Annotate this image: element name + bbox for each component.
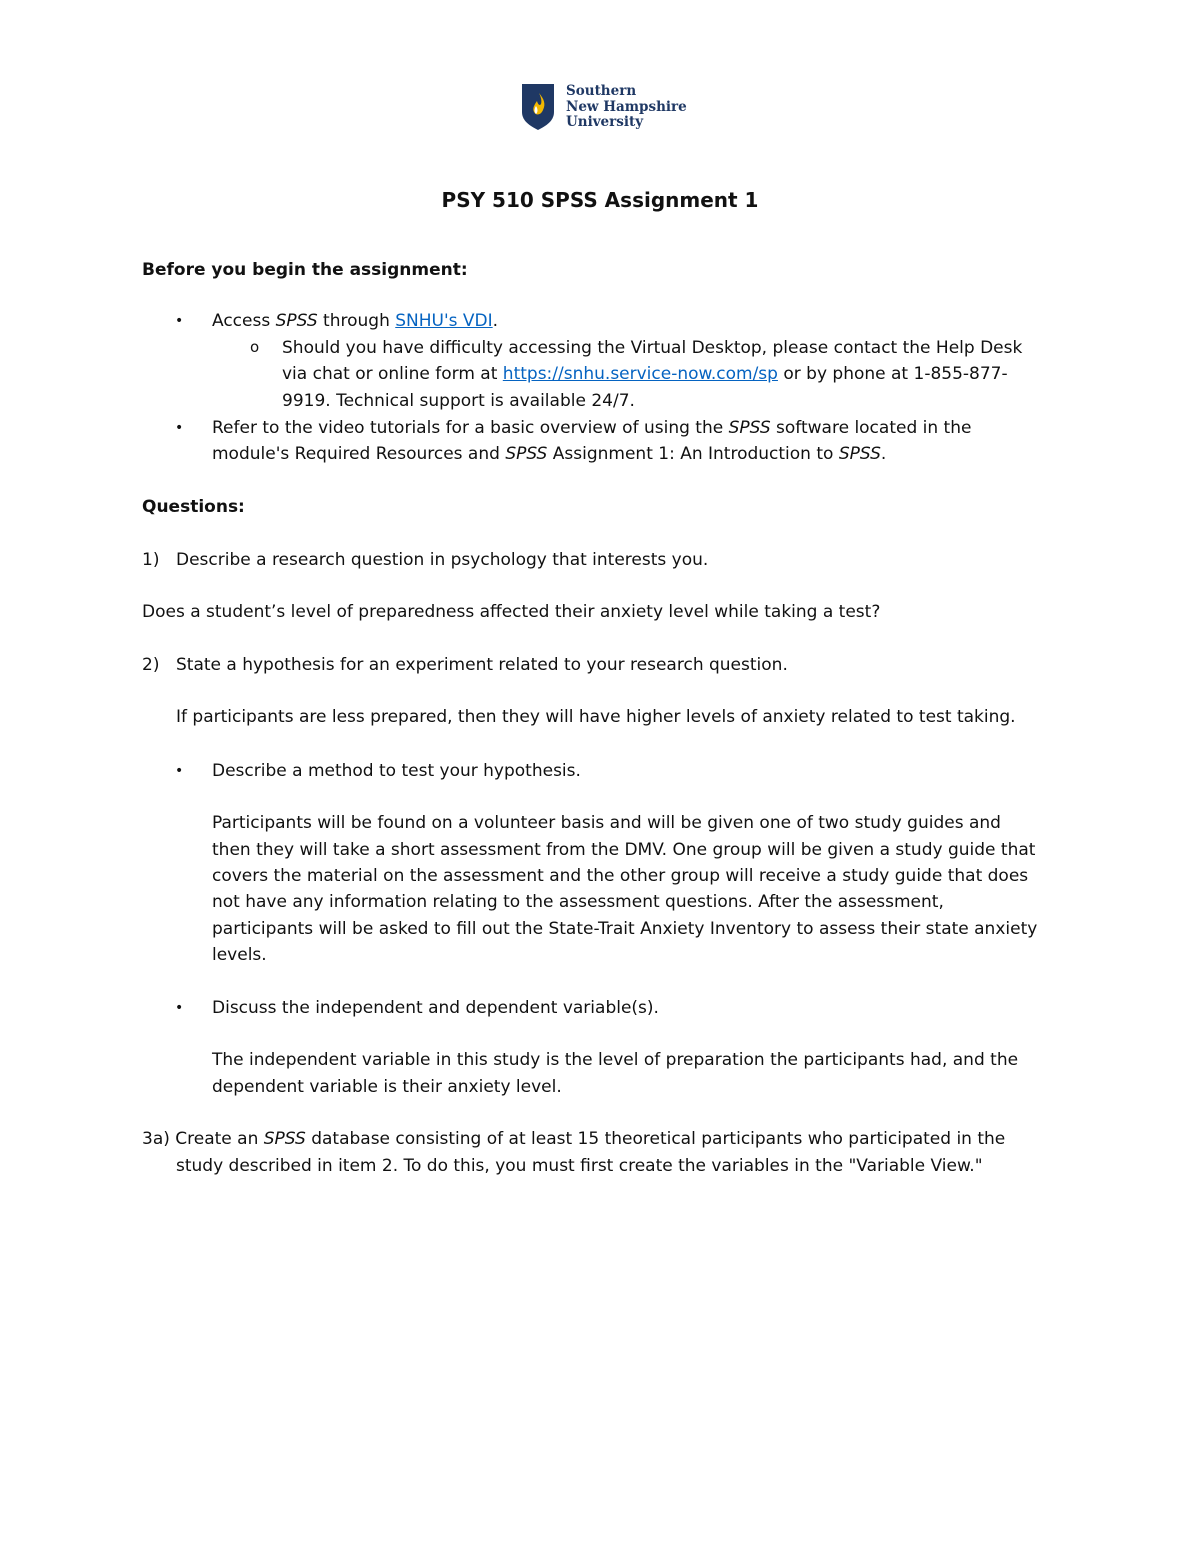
text: or by phone at 1-855-877- <box>777 364 1008 384</box>
bullet-refer-line-2 <box>212 441 886 468</box>
q1-answer: Does a student’s level of preparedness affected their anxiety level while taking a test? <box>142 602 881 622</box>
variables-answer-line: dependent variable is their anxiety level. <box>212 1077 562 1097</box>
bullet-icon: • <box>175 763 184 779</box>
q2-text: State a hypothesis for an experiment related to your research question. <box>176 655 788 675</box>
text: . <box>880 444 887 464</box>
method-answer-line: Participants will be found on a volunteer basis and will be given one of two study guides and <box>212 813 1001 833</box>
snhu-vdi-link[interactable]: SNHU's VDI <box>395 311 493 331</box>
bullet-access-spss <box>212 308 498 335</box>
spss-italic: SPSS <box>263 1129 306 1149</box>
sub-bullet-line-3: 9919. Technical support is available 24/7. <box>282 391 635 411</box>
text: . <box>492 311 499 331</box>
q3a-line-1 <box>142 1126 1005 1153</box>
q2-answer: If participants are less prepared, then they will have higher levels of anxiety related to test taking. <box>176 707 1016 727</box>
text: software located in the <box>770 418 972 438</box>
method-answer-line: participants will be asked to fill out the State-Trait Anxiety Inventory to assess their state anxiety <box>212 919 1038 939</box>
text: Refer to the video tutorials for a basic overview of using the <box>212 418 729 438</box>
bullet-refer-line-1 <box>212 415 971 442</box>
spss-italic: SPSS <box>838 444 881 464</box>
spss-italic: SPSS <box>275 311 318 331</box>
sub-bullet-line-1: Should you have difficulty accessing the Virtual Desktop, please contact the Help Desk <box>282 338 1023 358</box>
sub-bullet-icon: o <box>250 338 260 356</box>
logo-line-2: New Hampshire <box>566 98 687 115</box>
snhu-logo <box>522 84 687 134</box>
text: Assignment 1: An Introduction to <box>547 444 839 464</box>
method-answer-line: then they will take a short assessment from the DMV. One group will be given a study guide that <box>212 840 1036 860</box>
method-answer-line: not have any information relating to the assessment questions. After the assessment, <box>212 892 944 912</box>
q2-number: 2) <box>142 655 160 675</box>
text: via chat or online form at <box>282 364 503 384</box>
service-now-link[interactable]: https://snhu.service-now.com/sp <box>502 364 778 384</box>
sub-bullet-line-2 <box>282 361 1008 388</box>
method-bullet: Describe a method to test your hypothesis. <box>212 761 581 781</box>
spss-italic: SPSS <box>505 444 548 464</box>
method-answer-line: levels. <box>212 945 267 965</box>
variables-answer-line: The independent variable in this study is the level of preparation the participants had, and the <box>212 1050 1019 1070</box>
q1-number: 1) <box>142 550 160 570</box>
logo-line-1: Southern <box>566 83 637 99</box>
method-answer-line: covers the material on the assessment and the other group will receive a study guide that does <box>212 866 1029 886</box>
text: module's Required Resources and <box>212 444 506 464</box>
text: through <box>317 311 396 331</box>
bullet-icon: • <box>175 313 184 329</box>
q3a-line-2: study described in item 2. To do this, you must first create the variables in the "Variable View." <box>176 1156 983 1176</box>
text: database consisting of at least 15 theoretical participants who participated in the <box>305 1129 1006 1149</box>
variables-bullet: Discuss the independent and dependent variable(s). <box>212 998 659 1018</box>
document-title: PSY 510 SPSS Assignment 1 <box>441 188 759 212</box>
before-heading: Before you begin the assignment: <box>142 260 468 280</box>
logo-line-3: University <box>566 114 644 130</box>
q1-text: Describe a research question in psychology that interests you. <box>176 550 709 570</box>
text: Access <box>212 311 276 331</box>
bullet-icon: • <box>175 420 184 436</box>
questions-heading: Questions: <box>142 497 245 517</box>
spss-italic: SPSS <box>728 418 771 438</box>
logo-wordmark <box>566 84 687 131</box>
text: 3a) Create an <box>142 1129 264 1149</box>
shield-flame-icon <box>522 84 554 130</box>
bullet-icon: • <box>175 1000 184 1016</box>
